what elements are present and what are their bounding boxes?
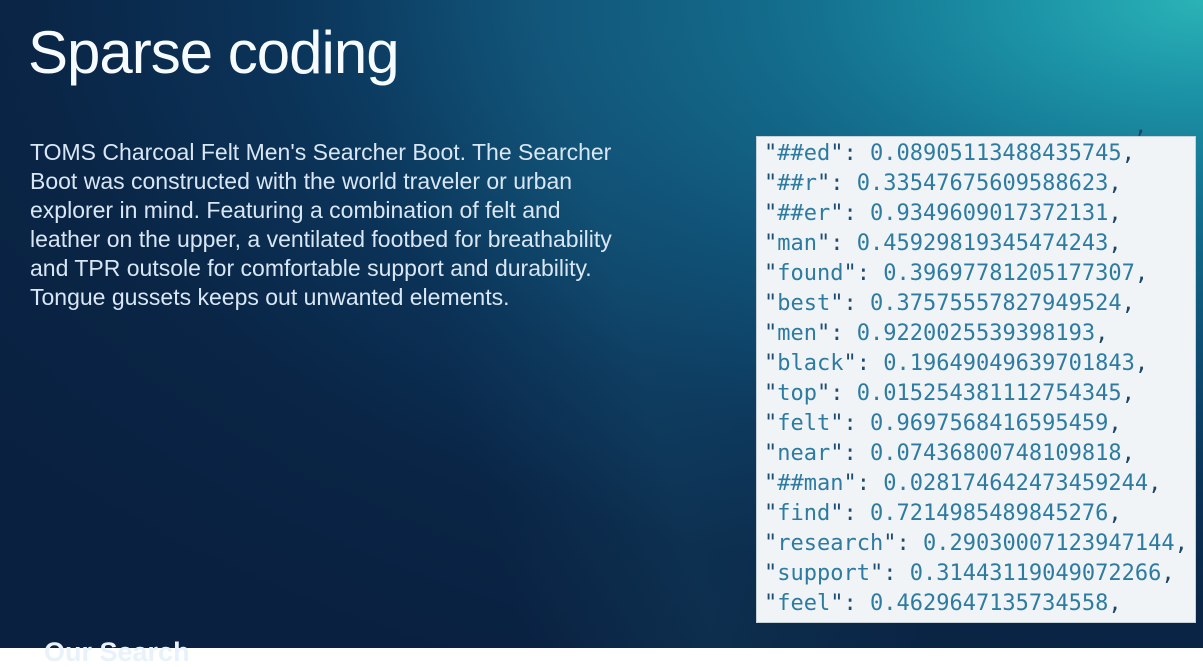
open-quote: "	[764, 381, 778, 406]
token-label: top	[777, 381, 817, 406]
token-weight-value: 0.39697781205177307	[883, 261, 1135, 286]
token-weight-value: 0.9220025539398193	[856, 321, 1096, 346]
quote-colon: ":	[817, 171, 857, 196]
token-label: man	[777, 231, 817, 256]
token-label: support	[777, 561, 870, 586]
token-weight-row	[764, 199, 1195, 229]
token-label: felt	[777, 411, 831, 436]
quote-colon: ":	[830, 291, 870, 316]
token-weight-row	[764, 559, 1195, 589]
quote-colon: ":	[830, 141, 870, 166]
open-quote: "	[764, 201, 778, 226]
token-weight-row	[764, 259, 1195, 289]
token-weight-list	[764, 139, 1195, 619]
quote-colon: ":	[869, 561, 910, 586]
open-quote: "	[764, 261, 778, 286]
quote-colon: ":	[843, 261, 884, 286]
trailing-comma: ,	[1121, 141, 1135, 166]
token-weight-row	[764, 289, 1195, 319]
token-weight-row	[764, 439, 1195, 469]
token-weight-row	[764, 529, 1195, 559]
token-weight-row	[764, 139, 1195, 169]
token-label: find	[777, 501, 831, 526]
token-weight-value: 0.4629647135734558	[869, 591, 1109, 616]
open-quote: "	[764, 321, 778, 346]
trailing-comma: ,	[1108, 591, 1122, 616]
clipped-previous-code-line: ,	[1134, 114, 1148, 139]
trailing-comma: ,	[1095, 321, 1109, 346]
open-quote: "	[764, 231, 778, 256]
token-weight-value: 0.19649049639701843	[883, 351, 1135, 376]
open-quote: "	[764, 471, 778, 496]
token-weight-value: 0.31443119049072266	[909, 561, 1162, 586]
trailing-comma: ,	[1148, 471, 1162, 496]
quote-colon: ":	[830, 441, 870, 466]
open-quote: "	[764, 441, 778, 466]
quote-colon: ":	[830, 201, 870, 226]
quote-colon: ":	[817, 381, 857, 406]
clipped-bottom-text: Our Search	[44, 637, 190, 667]
open-quote: "	[764, 141, 778, 166]
token-weight-value: 0.29030007123947144	[922, 531, 1175, 556]
token-weight-row	[764, 379, 1195, 409]
token-weight-value: 0.37575557827949524	[869, 291, 1122, 316]
token-weights-panel	[756, 114, 1196, 623]
token-weight-row	[764, 229, 1195, 259]
token-weight-value: 0.015254381112754345	[856, 381, 1122, 406]
token-weight-value: 0.7214985489845276	[869, 501, 1109, 526]
quote-colon: ":	[830, 411, 870, 436]
token-label: ##man	[777, 471, 844, 496]
token-label: feel	[777, 591, 831, 616]
trailing-comma: ,	[1121, 291, 1135, 316]
trailing-comma: ,	[1108, 411, 1122, 436]
token-weight-row	[764, 319, 1195, 349]
trailing-comma: ,	[1134, 261, 1149, 286]
token-weight-value: 0.45929819345474243	[856, 231, 1109, 256]
open-quote: "	[764, 171, 778, 196]
open-quote: "	[764, 561, 778, 586]
token-label: ##er	[777, 201, 831, 226]
product-description: TOMS Charcoal Felt Men's Searcher Boot. The Searcher Boot was constructed with the world traveler or urban explorer in mind. Featuring a combination of felt and leather on the upper, a ventilated footbed for breathability and TPR outsole for comfortable support and durability. Tongue gussets keeps out unwanted elements.	[30, 139, 612, 310]
token-weight-row	[764, 589, 1195, 619]
slide-title: Sparse coding	[28, 19, 399, 86]
open-quote: "	[764, 291, 778, 316]
token-label: men	[777, 321, 817, 346]
token-weight-row	[764, 499, 1195, 529]
quote-colon: ":	[883, 531, 923, 556]
token-weight-row	[764, 349, 1195, 379]
token-weight-value: 0.028174642473459244	[883, 471, 1149, 496]
trailing-comma: ,	[1161, 561, 1175, 586]
token-weight-row	[764, 409, 1195, 439]
trailing-comma: ,	[1174, 531, 1188, 556]
token-label: best	[777, 291, 831, 316]
trailing-comma: ,	[1108, 171, 1122, 196]
token-weight-value: 0.33547675609588623	[856, 171, 1109, 196]
token-label: ##ed	[777, 141, 831, 166]
trailing-comma: ,	[1121, 441, 1135, 466]
trailing-comma: ,	[1108, 201, 1122, 226]
token-label: found	[777, 261, 844, 286]
quote-colon: ":	[830, 591, 870, 616]
trailing-comma: ,	[1108, 501, 1122, 526]
token-label: ##r	[777, 171, 817, 196]
token-weight-value: 0.9697568416595459	[869, 411, 1109, 436]
quote-colon: ":	[817, 321, 857, 346]
open-quote: "	[764, 501, 778, 526]
token-weight-value: 0.07436800748109818	[869, 441, 1122, 466]
open-quote: "	[764, 351, 778, 376]
open-quote: "	[764, 531, 778, 556]
open-quote: "	[764, 411, 778, 436]
token-label: near	[777, 441, 831, 466]
trailing-comma: ,	[1108, 231, 1122, 256]
token-weight-value: 0.08905113488435745	[869, 141, 1122, 166]
quote-colon: ":	[843, 351, 884, 376]
trailing-comma: ,	[1134, 351, 1149, 376]
token-weight-row	[764, 469, 1195, 499]
token-label: black	[777, 351, 844, 376]
quote-colon: ":	[843, 471, 884, 496]
token-weight-row	[764, 169, 1195, 199]
token-label: research	[777, 531, 884, 556]
quote-colon: ":	[830, 501, 870, 526]
trailing-comma: ,	[1121, 381, 1135, 406]
open-quote: "	[764, 591, 778, 616]
quote-colon: ":	[817, 231, 857, 256]
token-weight-value: 0.9349609017372131	[869, 201, 1109, 226]
